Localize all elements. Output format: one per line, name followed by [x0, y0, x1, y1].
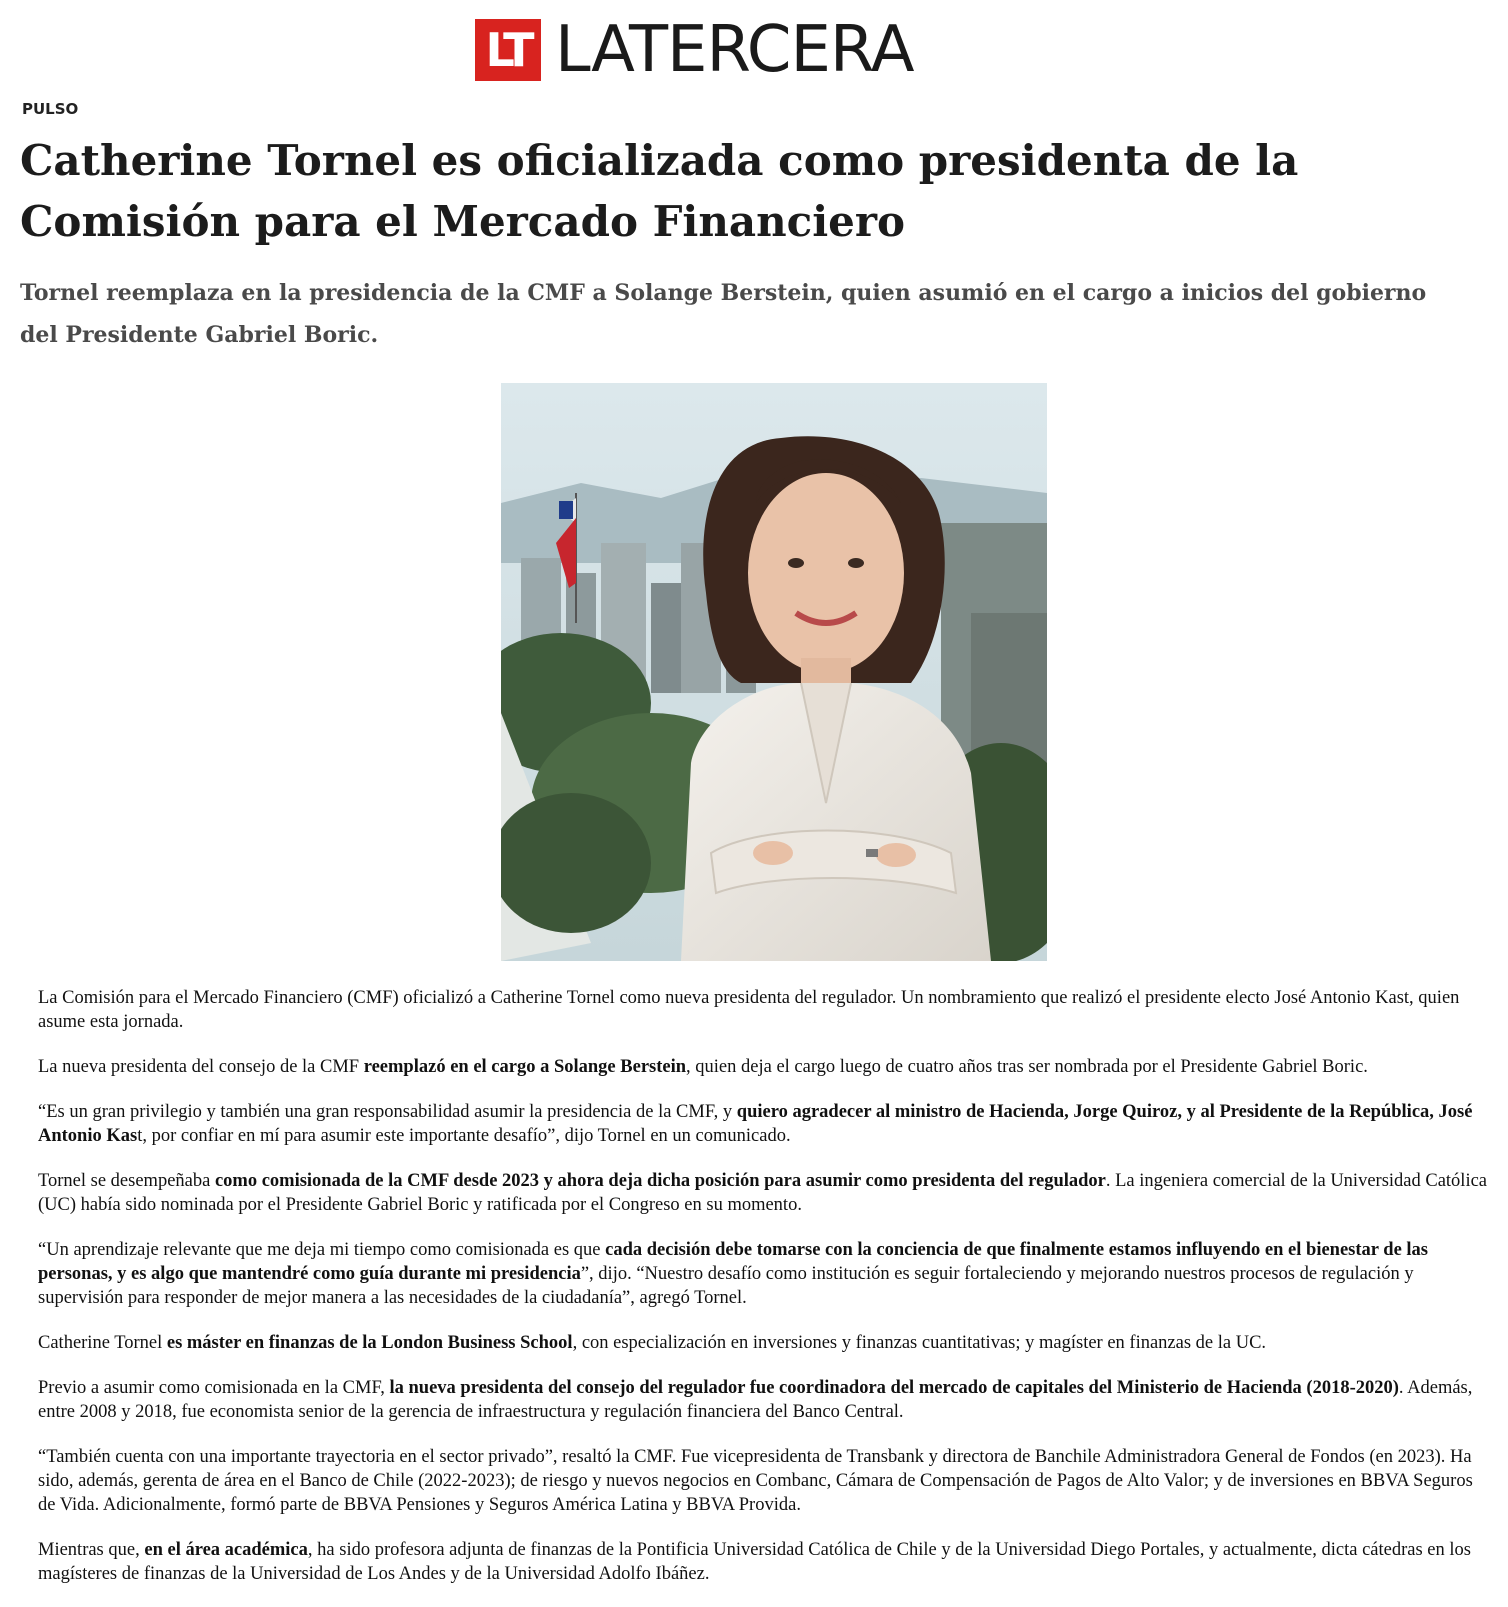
article-paragraph	[38, 1238, 1488, 1310]
text-run: “También cuenta con una importante trayectoria en el sector privado”, resaltó la CMF. Fue vicepresidenta de Transbank y directora de Banchile Administradora General de Fondos (en 2023). Ha sido, además, gerenta de área en el Banco de Chile (2022-2023); de riesgo y nuevos negocios en Combanc, Cámara de Compensación de Pagos de Alto Valor; y de inversiones en BBVA Seguros de Vida. Adicionalmente, formó parte de BBVA Pensiones y Seguros América Latina y BBVA Provida.	[38, 1447, 1473, 1515]
bold-run: como comisionada de la CMF desde 2023 y ahora deja dicha posición para asumir como presidenta del regulador	[214, 1171, 1106, 1191]
bold-run: quiero agradecer al ministro de Hacienda, Jorge Quiroz, y al Presidente de la República, José Antonio Kas	[38, 1102, 1473, 1146]
text-run: . Además, entre 2008 y 2018, fue economista senior de la gerencia de infraestructura y regulación financiera del Banco Central.	[38, 1378, 1473, 1422]
text-run: , quien deja el cargo luego de cuatro años tras ser nombrada por el Presidente Gabriel Boric.	[686, 1057, 1368, 1077]
logo-wordmark: LATERCERA	[555, 13, 914, 87]
article-paragraph	[38, 1538, 1488, 1586]
text-run: Mientras que,	[38, 1540, 145, 1560]
article-headline: Catherine Tornel es oficializada como presidenta de la Comisión para el Mercado Financiero	[20, 136, 1299, 246]
text-run: t, por confiar en mí para asumir este importante desafío”, dijo Tornel en un comunicado.	[137, 1126, 791, 1146]
article-paragraph	[38, 1055, 1488, 1079]
bold-run: cada decisión debe tomarse con la conciencia de que finalmente estamos influyendo en el bienestar de las personas, y es algo que mantendré como guía durante mi presidencia	[38, 1240, 1428, 1284]
text-run: , ha sido profesora adjunta de finanzas de la Pontificia Universidad Católica de Chile y de la Universidad Diego Portales, y actualmente, dicta cátedras en los magísteres de finanzas de la Universidad de Los Andes y de la Universidad Adolfo Ibáñez.	[38, 1540, 1471, 1584]
portrait-illustration	[501, 383, 1047, 961]
article-paragraph	[38, 986, 1488, 1034]
text-run: Catherine Tornel	[38, 1333, 167, 1353]
site-logo[interactable]	[475, 13, 914, 87]
text-run: La nueva presidenta del consejo de la CMF	[38, 1057, 364, 1077]
section-label[interactable]: PULSO	[22, 100, 79, 118]
text-run: , con especialización en inversiones y finanzas cuantitativas; y magíster en finanzas de la UC.	[572, 1333, 1267, 1353]
text-run: ”, dijo. “Nuestro desafío como institución es seguir fortaleciendo y mejorando nuestros procesos de regulación y supervisión para responder de mejor manera a las necesidades de la ciudadanía”, agregó Tornel.	[38, 1264, 1414, 1308]
bold-run: es máster en finanzas de la London Business School	[166, 1333, 573, 1353]
article-paragraph	[38, 1376, 1488, 1424]
text-run: Previo a asumir como comisionada en la CMF,	[38, 1378, 390, 1398]
article-paragraph	[38, 1169, 1488, 1217]
text-run: La Comisión para el Mercado Financiero (CMF) oficializó a Catherine Tornel como nueva presidenta del regulador. Un nombramiento que realizó el presidente electo José Antonio Kast, quien asume esta jornada.	[38, 988, 1460, 1032]
text-run: . La ingeniera comercial de la Universidad Católica (UC) había sido nominada por el Presidente Gabriel Boric y ratificada por el Congreso en su momento.	[38, 1171, 1488, 1215]
article-body	[38, 986, 1488, 1607]
article-paragraph	[38, 1331, 1488, 1355]
text-run: Tornel se desempeñaba	[38, 1171, 215, 1191]
bold-run: reemplazó en el cargo a Solange Berstein	[363, 1057, 687, 1077]
article-subheadline: Tornel reemplaza en la presidencia de la CMF a Solange Berstein, quien asumió en el cargo a inicios del gobierno del Presidente Gabriel Boric.	[20, 280, 1427, 348]
text-run: “Un aprendizaje relevante que me deja mi tiempo como comisionada es que	[38, 1240, 606, 1260]
article-paragraph	[38, 1445, 1488, 1517]
bold-run: en el área académica	[144, 1540, 308, 1560]
masthead	[0, 0, 1508, 95]
article-photo	[501, 383, 1047, 961]
article-paragraph	[38, 1100, 1488, 1148]
text-run: “Es un gran privilegio y también una gran responsabilidad asumir la presidencia de la CMF, y	[38, 1102, 737, 1122]
bold-run: la nueva presidenta del consejo del regulador fue coordinadora del mercado de capitales del Ministerio de Hacienda (2018-2020)	[389, 1378, 1399, 1398]
logo-mark: LT	[475, 19, 541, 81]
